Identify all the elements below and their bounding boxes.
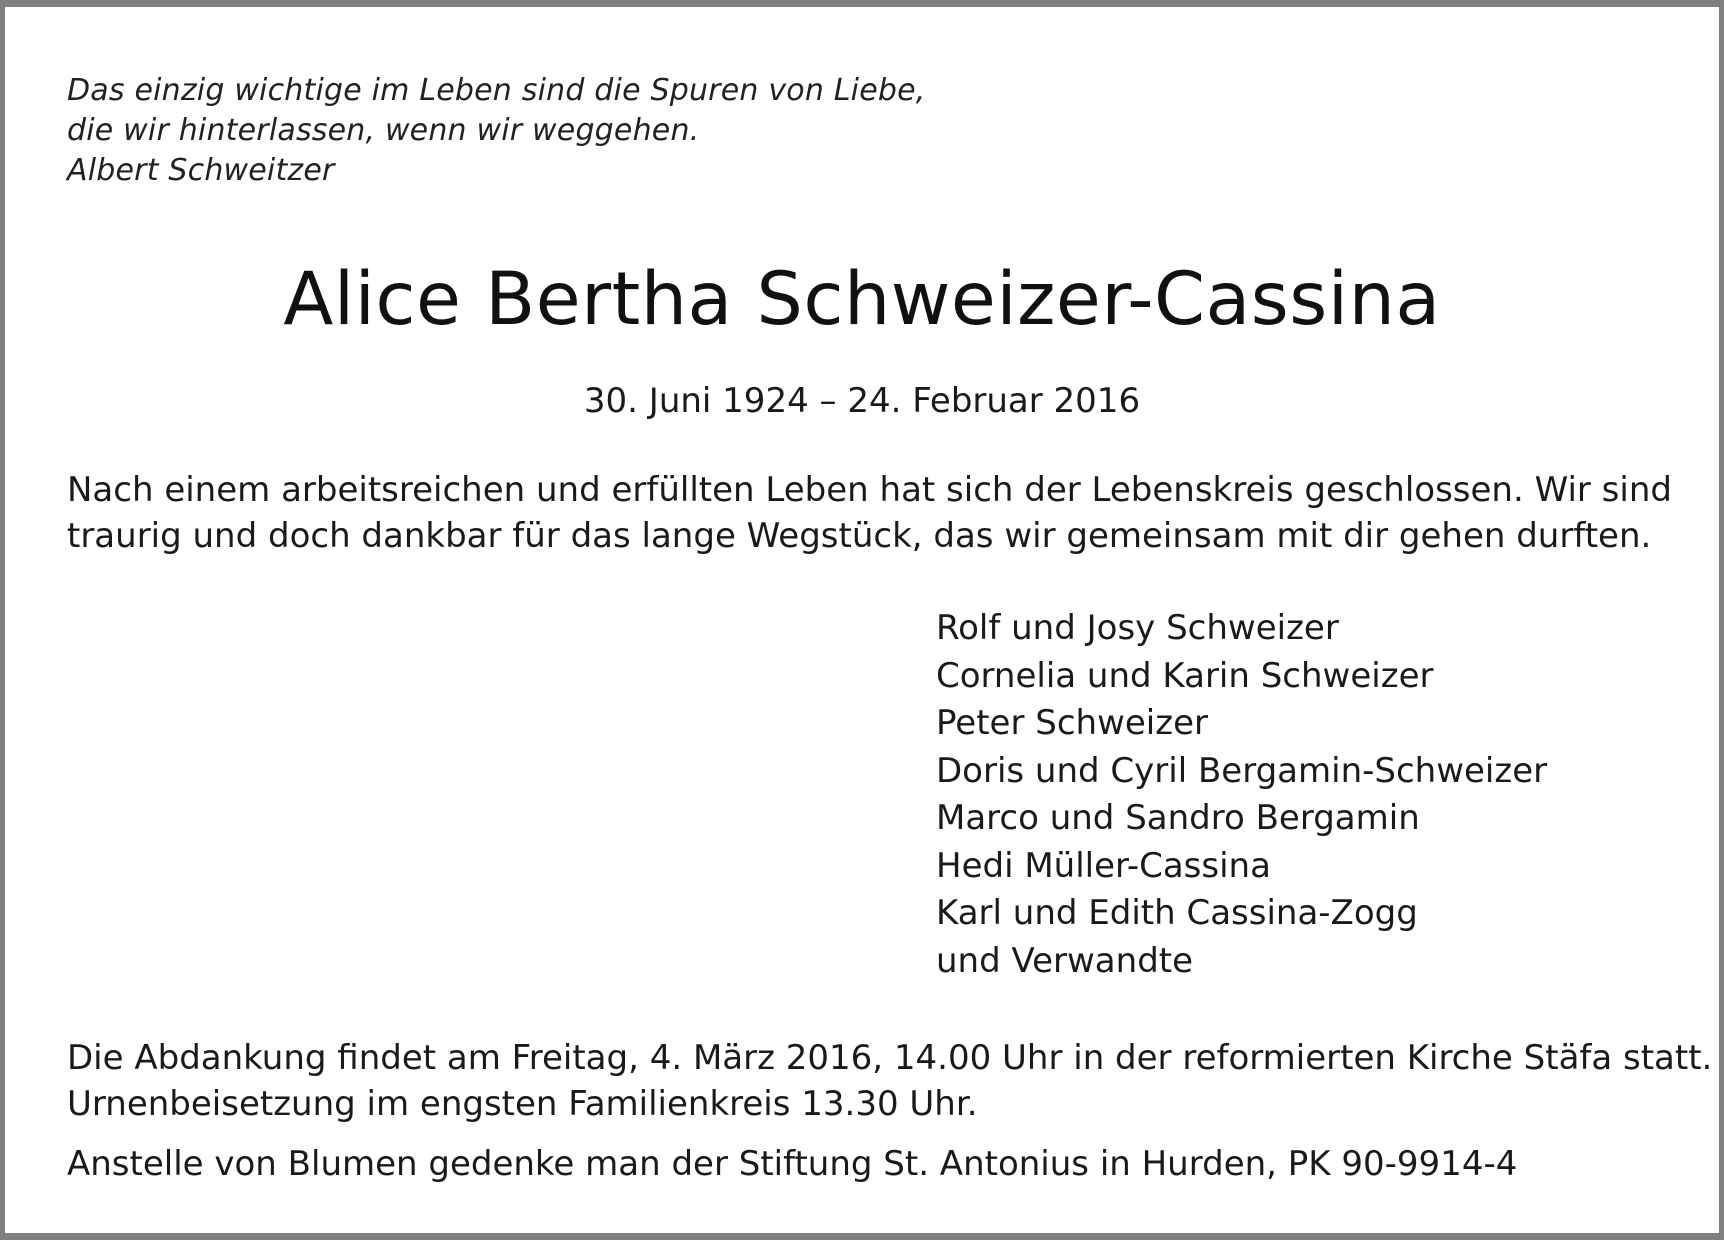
- mourner: Doris und Cyril Bergamin-Schweizer: [936, 750, 1548, 791]
- mourner: Hedi Müller-Cassina: [936, 845, 1271, 886]
- quote-author: Albert Schweitzer: [67, 153, 335, 188]
- mourner: Marco und Sandro Bergamin: [936, 798, 1420, 838]
- quote-line: die wir hinterlassen, wenn wir weggehen.: [67, 113, 700, 148]
- life-dates: 30. Juni 1924 – 24. Februar 2016: [583, 381, 1141, 421]
- memorial-quote: [67, 71, 926, 191]
- mourner: Peter Schweizer: [936, 703, 1208, 743]
- deceased-name: Alice Bertha Schweizer-Cassina: [283, 257, 1441, 342]
- burial-line: Urnenbeisetzung im engsten Familienkreis 13.30 Uhr.: [67, 1084, 978, 1124]
- mourners-list: [936, 605, 1547, 985]
- message-line: Nach einem arbeitsreichen und erfüllten Leben hat sich der Lebenskreis geschlossen. Wir sind: [67, 470, 1672, 510]
- ceremony-info: [67, 1035, 1712, 1127]
- message-line: traurig und doch dankbar für das lange Wegstück, das wir gemeinsam mit dir gehen durften.: [67, 516, 1652, 556]
- donation-note: Anstelle von Blumen gedenke man der Stiftung St. Antonius in Hurden, PK 90-9914-4: [67, 1144, 1518, 1184]
- mourner: und Verwandte: [936, 940, 1194, 981]
- mourner: Karl und Edith Cassina-Zogg: [936, 893, 1418, 933]
- mourner: Rolf und Josy Schweizer: [936, 608, 1339, 648]
- farewell-message: [67, 467, 1677, 559]
- mourner: Cornelia und Karin Schweizer: [936, 655, 1434, 696]
- ceremony-line: Die Abdankung findet am Freitag, 4. März 2016, 14.00 Uhr in der reformierten Kirche Stäfa statt.: [67, 1038, 1713, 1078]
- quote-line: Das einzig wichtige im Leben sind die Spuren von Liebe,: [67, 73, 926, 108]
